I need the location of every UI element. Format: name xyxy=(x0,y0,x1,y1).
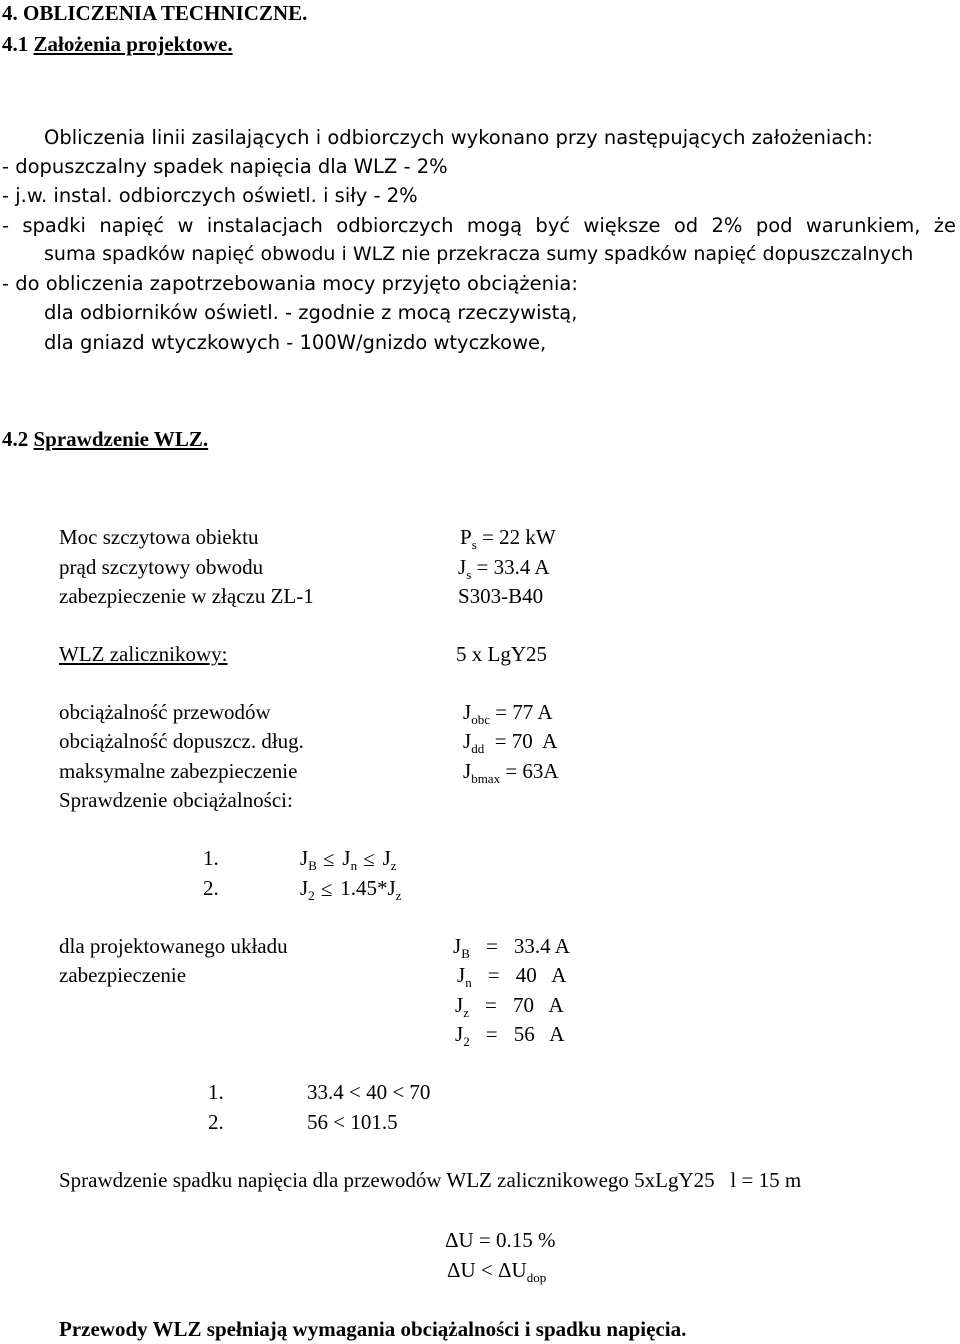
value: 33.4 A xyxy=(513,934,570,958)
value: 56 A xyxy=(513,1022,565,1046)
symbol: J xyxy=(300,876,309,900)
less-equal-sign: ≤ xyxy=(322,847,335,871)
condition-1-number: 1. xyxy=(203,846,219,870)
intro-line-5: suma spadków napięć obwodu i WLZ nie przekracza sumy spadków napięć dopuszczalnych xyxy=(44,243,914,265)
equals-sign: = xyxy=(485,1022,498,1046)
heading-number: 4.1 xyxy=(2,32,34,56)
label-protection: zabezpieczenie w złączu ZL-1 xyxy=(59,584,314,608)
subscript: bmax xyxy=(471,771,501,786)
section-heading-4-1 xyxy=(2,34,233,55)
intro-line-3 xyxy=(2,186,418,206)
section-heading-4: 4. OBLICZENIA TECHNICZNE. xyxy=(2,1,308,25)
symbol: J xyxy=(342,846,351,870)
label-design-protection: zabezpieczenie xyxy=(59,963,187,987)
value-conductor-capacity xyxy=(463,700,553,727)
subscript: B xyxy=(461,946,470,961)
less-equal-sign: ≤ xyxy=(320,877,333,901)
condition-2-formula xyxy=(300,876,402,903)
symbol: J xyxy=(455,1022,464,1046)
subscript: 2 xyxy=(308,888,315,903)
value: = 63A xyxy=(500,759,559,783)
subscript: z xyxy=(463,1005,469,1020)
value-max-protection xyxy=(463,759,559,786)
value: 70 A xyxy=(512,993,564,1017)
value-permissible-capacity xyxy=(463,729,558,756)
expression: 1.45*J xyxy=(340,876,396,900)
heading-text: Założenia projektowe. xyxy=(33,32,233,56)
subscript: n xyxy=(350,858,358,873)
subscript: obc xyxy=(471,712,490,727)
condition-1-formula xyxy=(300,846,397,873)
symbol: J xyxy=(463,759,472,783)
heading-number: 4.2 xyxy=(2,427,34,451)
value-jb xyxy=(453,934,570,961)
value: = 22 kW xyxy=(476,525,556,549)
symbol: J xyxy=(455,993,464,1017)
label-design-system: dla projektowanego układu xyxy=(59,934,288,958)
equals-sign: = xyxy=(487,963,500,987)
symbol: J xyxy=(300,846,309,870)
intro-line-3-part-b: oświetl. i siły - 2% xyxy=(242,184,418,207)
result-2-number: 2. xyxy=(208,1110,224,1134)
symbol: J xyxy=(457,963,466,987)
label-peak-current: prąd szczytowy obwodu xyxy=(59,555,264,579)
intro-line-8: dla gniazd wtyczkowych - 100W/gnizdo wtyczkowe, xyxy=(44,331,547,354)
conclusion: Przewody WLZ spełniają wymagania obciążalności i spadku napięcia. xyxy=(59,1317,687,1341)
symbol: J xyxy=(463,700,472,724)
voltage-drop-check: Sprawdzenie spadku napięcia dla przewodów WLZ zalicznikowego 5xLgY25 l = 15 m xyxy=(59,1168,802,1192)
result-2-value: 56 < 101.5 xyxy=(307,1110,398,1134)
subscript: z xyxy=(390,858,397,873)
value-peak-power xyxy=(460,525,556,552)
result-1-value: 33.4 < 40 < 70 xyxy=(307,1080,431,1104)
subscript: n xyxy=(465,975,472,990)
intro-line-1: Obliczenia linii zasilających i odbiorczych wykonano przy następujących założeniach: xyxy=(44,126,873,149)
voltage-drop-condition xyxy=(447,1258,547,1285)
subscript: dd xyxy=(471,741,485,756)
equals-sign: = xyxy=(485,993,497,1017)
value: = 77 A xyxy=(489,700,553,724)
equals-sign: = xyxy=(485,934,498,958)
section-heading-4-2 xyxy=(2,429,208,450)
expression: ΔU < ΔU xyxy=(447,1258,527,1282)
result-1-number: 1. xyxy=(208,1080,224,1104)
intro-line-6: - do obliczenia zapotrzebowania mocy przyjęto obciążenia: xyxy=(2,272,578,295)
label-wlz: WLZ zalicznikowy: xyxy=(59,642,228,666)
condition-2-number: 2. xyxy=(203,876,219,900)
value-jz xyxy=(455,993,564,1020)
label-capacity-check: Sprawdzenie obciążalności: xyxy=(59,788,293,812)
intro-line-4: - spadki napięć w instalacjach odbiorczych mogą być większe od 2% pod warunkiem, że xyxy=(2,214,956,237)
label-max-protection: maksymalne zabezpieczenie xyxy=(59,759,298,783)
symbol: J xyxy=(463,729,472,753)
label-permissible-capacity: obciążalność dopuszcz. dług. xyxy=(59,729,304,753)
subscript: B xyxy=(308,858,317,873)
symbol: J xyxy=(382,846,391,870)
symbol: J xyxy=(453,934,462,958)
intro-line-3-part-a: - j.w. instal. odbiorczych xyxy=(2,184,243,207)
value: 40 A xyxy=(515,963,567,987)
symbol: P xyxy=(460,525,472,549)
label-peak-power: Moc szczytowa obiektu xyxy=(59,525,259,549)
value: = 70 A xyxy=(484,729,558,753)
subscript: s xyxy=(466,567,472,582)
subscript: s xyxy=(471,537,477,552)
value-jn xyxy=(457,963,567,990)
voltage-drop-value: ΔU = 0.15 % xyxy=(445,1228,556,1252)
value-j2 xyxy=(455,1022,565,1049)
subscript: 2 xyxy=(463,1034,470,1049)
subscript: z xyxy=(395,888,402,903)
label-conductor-capacity: obciążalność przewodów xyxy=(59,700,271,724)
value-peak-current xyxy=(458,555,550,582)
symbol: J xyxy=(458,555,467,579)
heading-text: Sprawdzenie WLZ. xyxy=(33,427,209,451)
value-wlz: 5 x LgY25 xyxy=(456,642,547,666)
intro-line-7: dla odbiorników oświetl. - zgodnie z mocą rzeczywistą, xyxy=(44,301,578,324)
less-equal-sign: ≤ xyxy=(363,847,375,871)
value-protection: S303-B40 xyxy=(458,584,544,608)
subscript: dop xyxy=(526,1270,547,1285)
intro-line-2: - dopuszczalny spadek napięcia dla WLZ - 2% xyxy=(2,155,448,178)
value: = 33.4 A xyxy=(471,555,550,579)
